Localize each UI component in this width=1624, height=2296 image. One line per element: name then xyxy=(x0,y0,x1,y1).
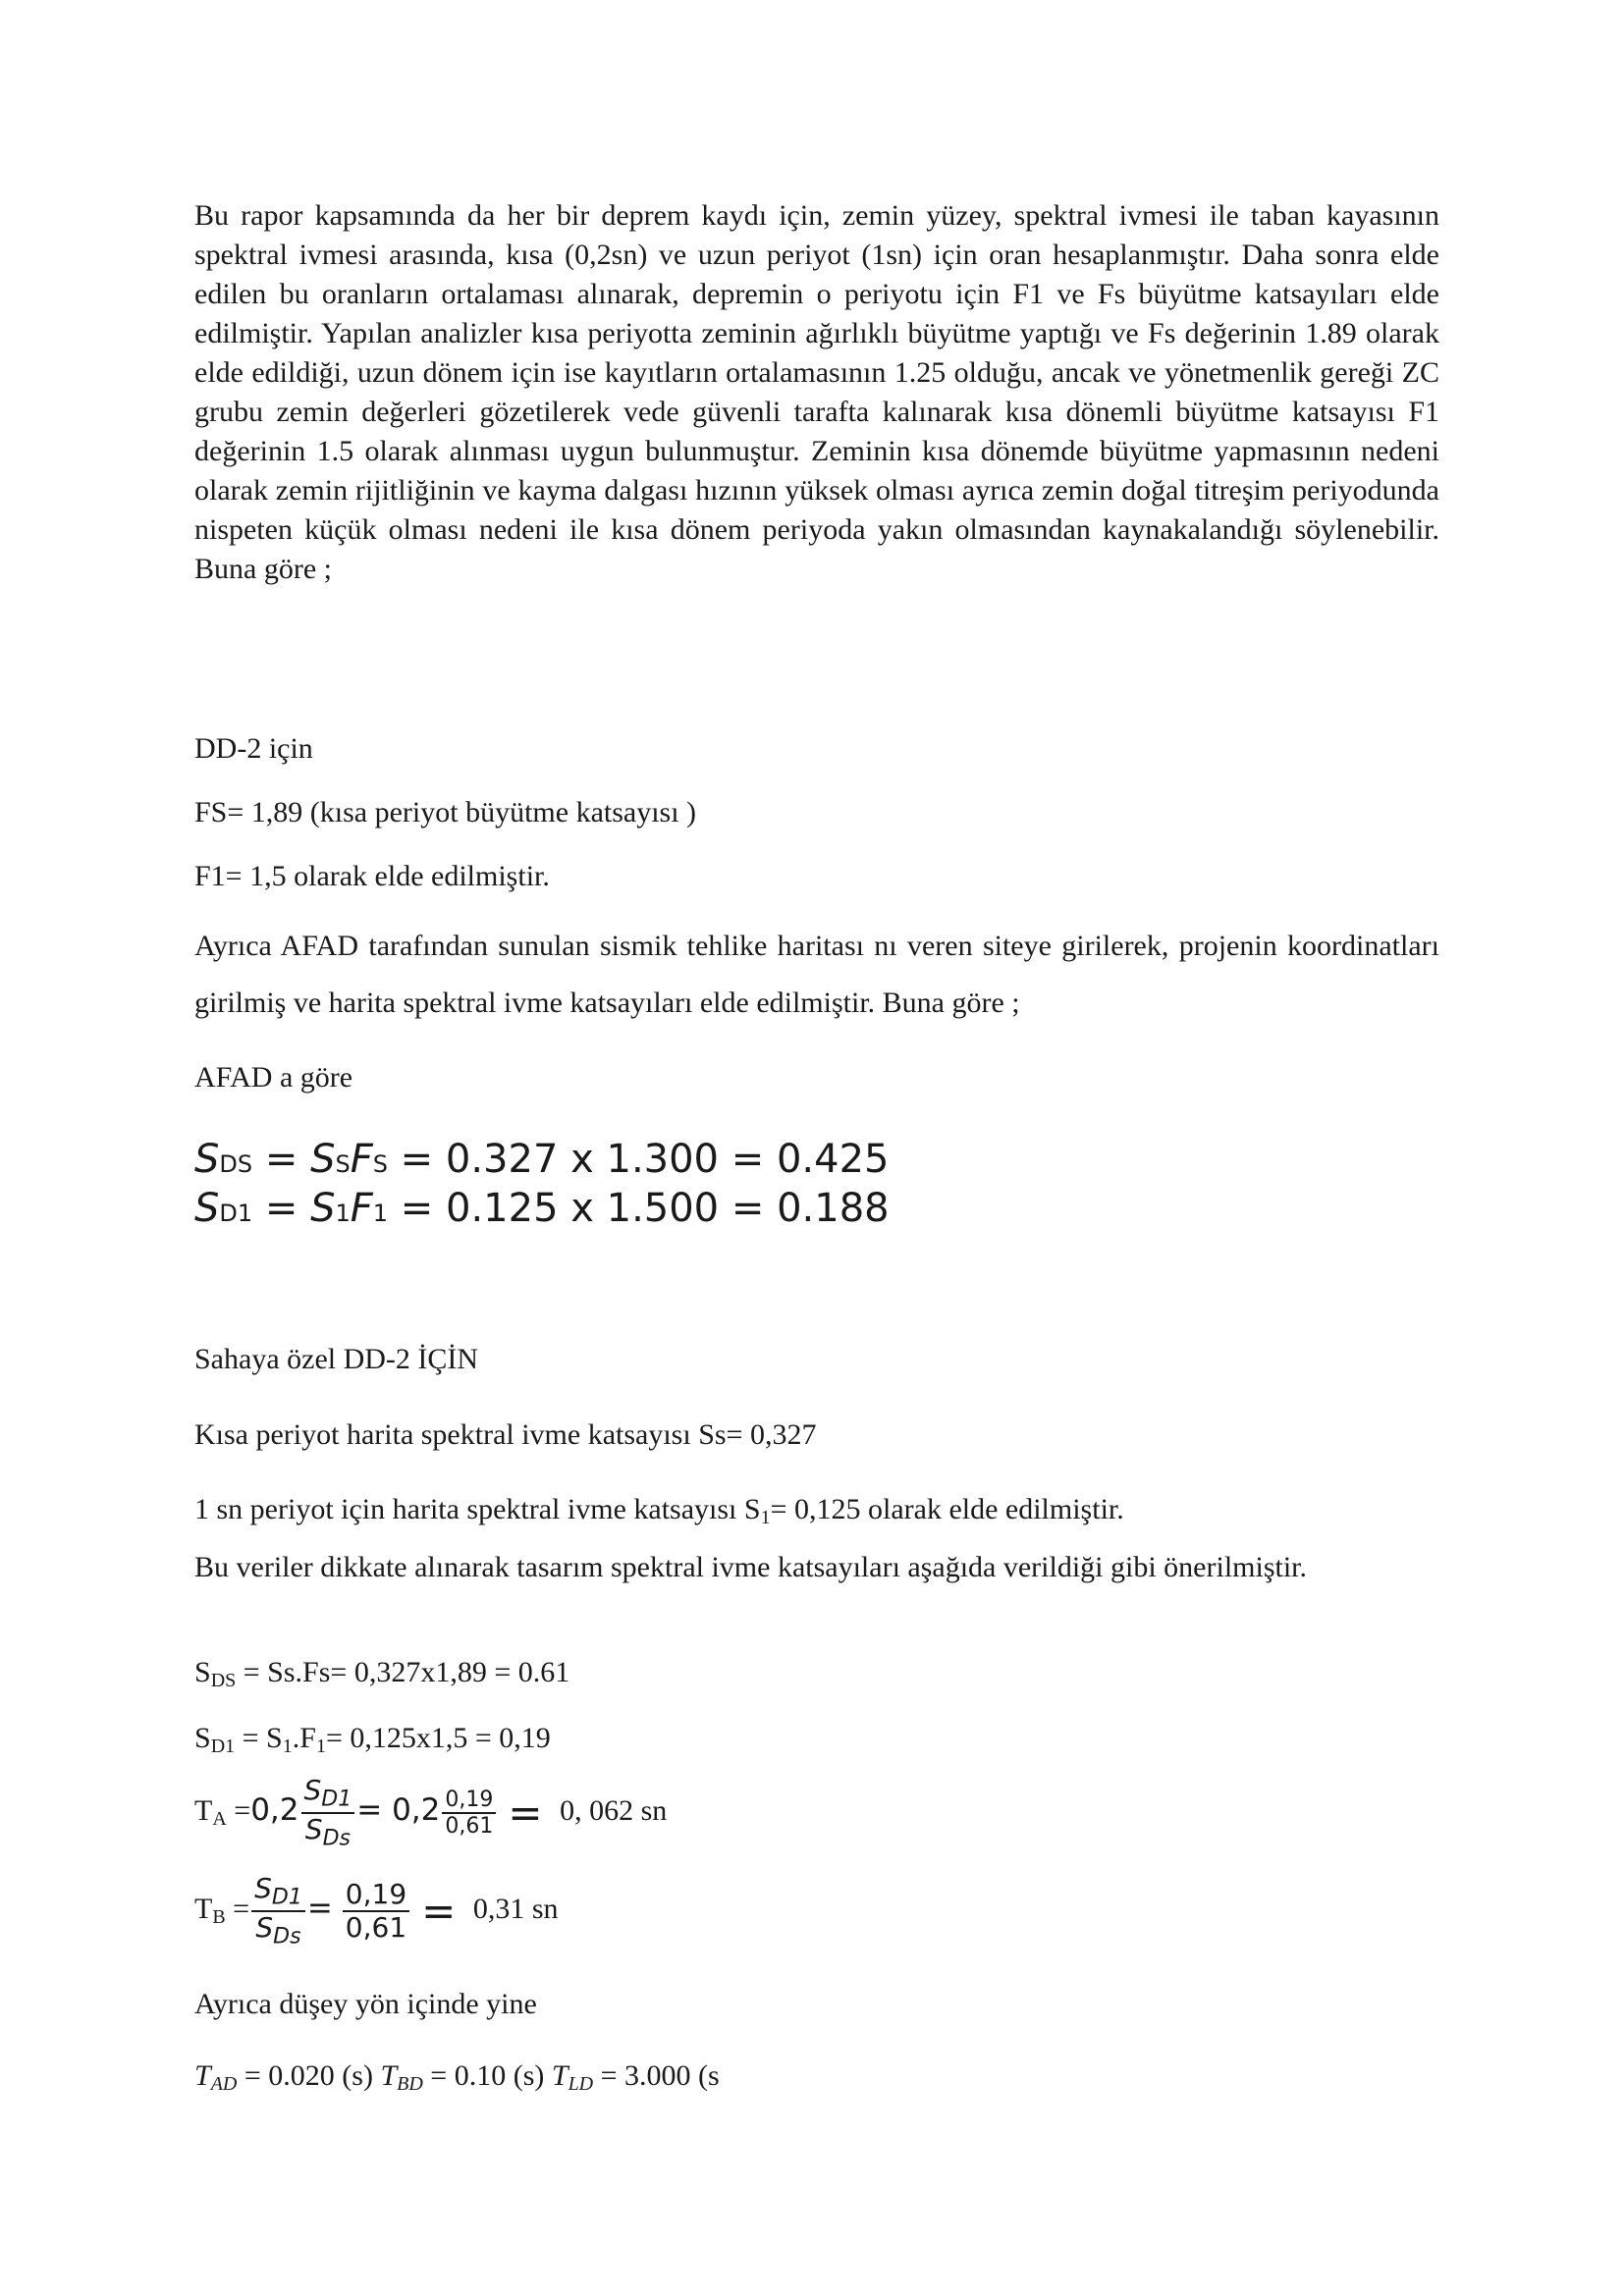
intro-paragraph: Bu rapor kapsamında da her bir deprem kaydı için, zemin yüzey, spektral ivmesi ile taban kayasının spektral ivmesi arasında, kısa (0,2sn) ve uzun periyot (1sn) için oran hesaplanmıştır. Daha sonra elde edilen bu oranların ortalaması alınarak, depremin o periyotu için F1 ve Fs büyütme katsayıları elde edilmiştir. Yapılan analizler kısa periyotta zeminin ağırlıklı büyütme yaptığı ve Fs değerinin 1.89 olarak elde edildiği, uzun dönem için ise kayıtların ortalamasının 1.25 olduğu, ancak ve yönetmenlik gereği ZC grubu zemin değerleri gözetilerek vede güvenli tarafta kalınarak kısa dönemli büyütme katsayısı F1 değerinin 1.5 olarak alınması uygun bulunmuştur. Zeminin kısa dönemde büyütme yapmasının nedeni olarak zemin rijitliğinin ve kayma dalgası hızının yüksek olması ayrıca zemin doğal titreşim periyodunda nispeten küçük olması nedeni ile kısa dönem periyoda yakın olmasından kaynakalandığı söylenebilir. Buna göre ; xyxy=(194,199,1439,585)
tb-formula: $T_B$ = $\frac{S_{D1}}{S_{Ds}}$ = $\frac{0,19}{0,61}$ = 0,31 sn xyxy=(194,1872,559,1949)
proposal-paragraph: Bu veriler dikkate alınarak tasarım spektral ivme katsayıları aşağıda verildiği gibi önerilmiştir. xyxy=(194,1551,1307,1583)
tb-numeric-fraction: $\frac{0,19}{0,61}$ xyxy=(343,1879,409,1944)
ta-numeric-fraction: $\frac{0,19}{0,61}$ xyxy=(442,1788,496,1840)
tb-fraction: $\frac{S_{D1}}{S_{Ds}}$ xyxy=(251,1873,305,1949)
afad-sds-formula: SDS = SSFS = 0.327 x 1.300 = 0.425 xyxy=(194,1137,890,1182)
afad-paragraph: Ayrıca AFAD tarafından sunulan sismik tehlike haritası nı veren siteye girilerek, projenin koordinatları girilmiş ve harita spektral ivme katsayıları elde edilmiştir. Buna göre ; xyxy=(194,930,1439,1019)
sd1-line: $S_{D1} = S_1.F_1= 0,125x1,5 = 0,19$ xyxy=(194,1722,551,1757)
sds-line: $S_{DS} = Ss.Fs= 0,327x1,89 = 0.61$ xyxy=(194,1656,570,1691)
s1-line: 1 sn periyot için harita spektral ivme katsayısı $S_1= 0,125$ olarak elde edilmiştir. xyxy=(194,1493,1124,1528)
afad-sd1-formula: SD1 = S1F1 = 0.125 x 1.500 = 0.188 xyxy=(194,1186,890,1231)
vertical-periods-line: $T_{AD} = 0.020$ (s) $T_{BD} = 0.10$ (s) $T_{LD} = 3.000$ (s xyxy=(194,2059,720,2095)
f1-line: F1= 1,5 olarak elde edilmiştir. xyxy=(194,860,550,892)
afad-heading: AFAD a göre xyxy=(194,1061,353,1094)
fs-line: FS= 1,89 (kısa periyot büyütme katsayısı ) xyxy=(194,796,697,828)
ta-formula: $T_A =0,2$ $\frac{S_{D1}}{S_{Ds}}$ = 0,2 $\frac{0,19}{0,61}$ = 0, 062 sn xyxy=(194,1774,668,1851)
ta-fraction: $\frac{S_{D1}}{S_{Ds}}$ xyxy=(301,1775,355,1851)
dd2-heading: DD-2 için xyxy=(194,732,313,765)
ss-line: Kısa periyot harita spektral ivme katsayısı Ss= 0,327 xyxy=(194,1418,817,1451)
vertical-heading: Ayrıca düşey yön içinde yine xyxy=(194,1988,537,2020)
site-specific-heading: Sahaya özel DD-2 İÇİN xyxy=(194,1343,479,1375)
